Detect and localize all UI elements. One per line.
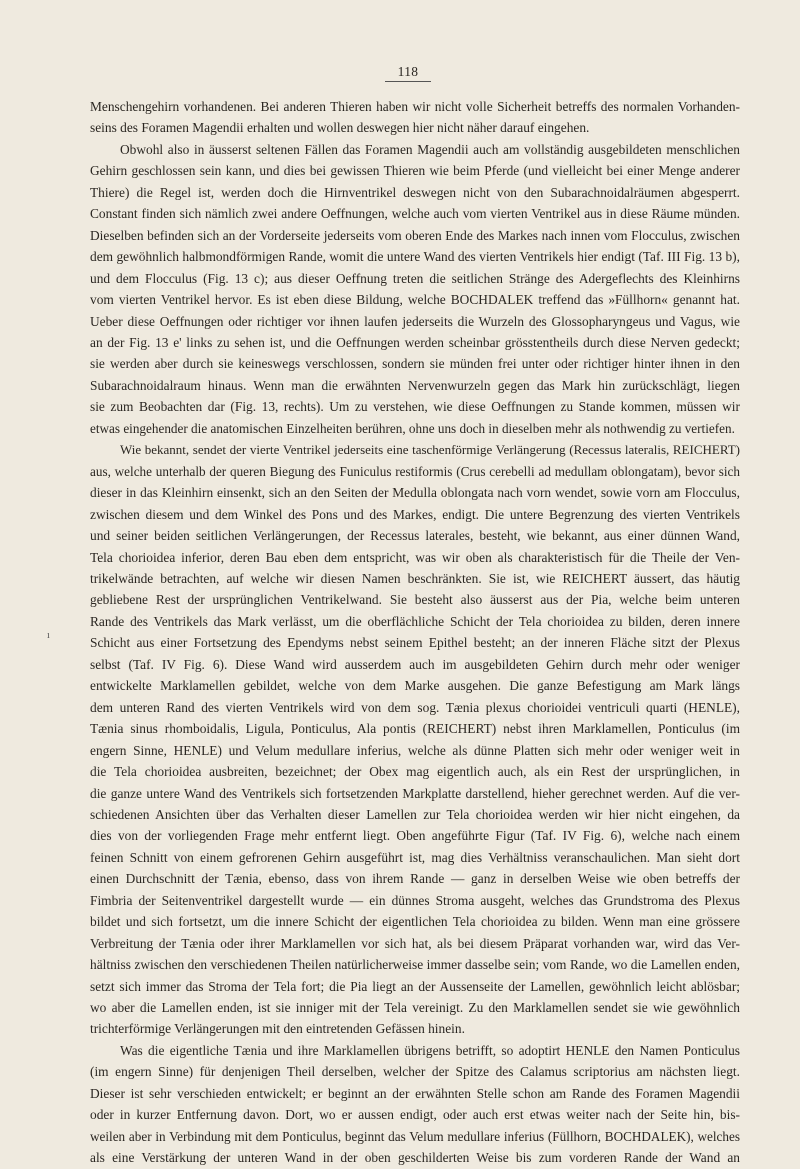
text-line: schiedenen Ansichten über das Verhalten dieser Lamellen zur Tela chorioidea werden wir hier nicht eingehen, da xyxy=(90,806,740,822)
text-line: engern Sinne, HENLE) und Velum medullare inferius, welche als dünne Platten sich mehr oder weniger weit in xyxy=(90,742,740,758)
text-line: wo aber die Lamellen enden, ist sie inniger mit der Tela vereinigt. Zu den Marklamellen sendet sie wie gewöhnlich xyxy=(90,1000,740,1016)
text-line: dem gewöhnlich halbmondförmigen Rande, womit die untere Wand des vierten Ventrikels hier endigt (Taf. III Fig. 13 b), xyxy=(90,249,740,265)
text-line: an der Fig. 13 e' links zu sehen ist, und die Oeffnungen werden scheinbar grösstentheils durch diese Nerven gedeckt; xyxy=(90,334,740,350)
text-line: Dieser ist sehr verschieden entwickelt; er beginnt an der erwähnten Stelle schon am Rande des Foramen Magendii xyxy=(90,1085,740,1101)
text-line: vom vierten Ventrikel hervor. Es ist eben diese Bildung, welche BOCHDALEK treffend das »Füllhorn« genannt hat. xyxy=(90,292,740,308)
text-line: entwickelte Marklamellen gebildet, welche von dem Marke ausgehen. Die ganze Befestigung am Mark längs xyxy=(90,678,740,694)
text-line: Subarachnoidalraum hinaus. Wenn man die erwähnten Nervenwurzeln gegen das Mark hin zurückschlägt, liegen xyxy=(90,377,740,393)
text-line: zwischen diesem und dem Winkel des Pons und des Markes, endigt. Die untere Begrenzung des vierten Ventrikels xyxy=(90,506,740,522)
text-line: sie werden aber durch sie keineswegs verschlossen, sondern sie münden frei unter oder richtiger hinter ihnen in den xyxy=(90,356,740,372)
text-line: dem unteren Rand des vierten Ventrikels wird von dem sog. Tænia plexus chorioidei ventriculi quarti (HENLE), xyxy=(90,699,740,715)
text-line: und dem Flocculus (Fig. 13 c); aus dieser Oeffnung treten die seitlichen Stränge des Adergeflechts des Kleinhirns xyxy=(90,270,740,286)
page-number: 118 xyxy=(385,64,431,82)
text-line: und seiner beiden seitlichen Verlängerungen, der Recessus laterales, besteht, wie bekannt, aus einer dünnen Wand, xyxy=(90,528,740,544)
text-line: trichterförmige Verlängerungen mit den eintretenden Gefässen hinein. xyxy=(90,1021,465,1037)
text-line: setzt sich immer das Stroma der Tela fort; die Pia liegt an der Aussenseite der Lamellen, gewöhnlich leicht ablösbar; xyxy=(90,978,740,994)
text-line: Tela chorioidea inferior, deren Bau eben dem entspricht, was wir oben als charakteristisch für die Theile der Ven- xyxy=(90,549,740,565)
text-line: die ganze untere Wand des Ventrikels sich fortsetzenden Markplatte darstellend, hieher gerechnet werden. Auf die ver- xyxy=(90,785,740,801)
text-line: Ueber diese Oeffnungen oder richtiger vor ihnen laufen jederseits die Wurzeln des Glossopharyngeus und Vagus, wie xyxy=(90,313,740,329)
text-line: weilen aber in Verbindung mit dem Ponticulus, beginnt das Velum medullare inferius (Füllhorn, BOCHDALEK), welches xyxy=(90,1128,740,1144)
text-line: die Tela chorioidea ausbreiten, bezeichnet; der Obex mag eigentlich auch, als ein Rest der ursprünglichen, in xyxy=(90,764,740,780)
text-line: Wie bekannt, sendet der vierte Ventrikel jederseits eine taschenförmige Verlängerung (Recessus lateralis, REICHERT) xyxy=(120,442,740,458)
text-line: Thiere) die Regel ist, werden doch die Hirnventrikel deswegen nicht von den Subarachnoidalräumen abgesperrt. xyxy=(90,184,740,200)
text-line: einen Durchschnitt der Tænia, ebenso, dass von ihrem Rande — ganz in derselben Weise wie oben betreffs der xyxy=(90,871,740,887)
text-line: (im engern Sinne) für denjenigen Theil derselben, welcher der Spitze des Calamus scriptorius am nächsten liegt. xyxy=(90,1064,740,1080)
text-line: seins des Foramen Magendii erhalten und wollen deswegen hier nicht näher darauf eingehen. xyxy=(90,120,590,136)
text-line: etwas eingehender die anatomischen Einzelheiten berühren, ohne uns doch in dieselben mehr als nothwendig zu vertiefen. xyxy=(90,420,735,436)
text-line: Dieselben befinden sich an der Vorderseite jederseits vom oberen Ende des Markes nach innen vom Flocculus, zwischen xyxy=(90,227,740,243)
text-line: Gehirn geschlossen sein kann, und dies bei gewissen Thieren wie beim Pferde (und vielleicht bei einer Menge anderer xyxy=(90,163,740,179)
margin-mark: ı xyxy=(47,630,50,641)
text-line: Tænia sinus rhomboidalis, Ligula, Ponticulus, Ala pontis (REICHERT) nebst ihren Marklamellen, Ponticulus (im xyxy=(90,721,740,737)
text-line: oder in kurzer Entfernung davon. Dort, wo er aussen endigt, oder auch erst etwas weiter nach der Seite hin, bis- xyxy=(90,1107,740,1123)
text-line: sie zum Beobachten dar (Fig. 13, rechts). Um zu verstehen, wie diese Oeffnungen zu Stande kommen, müssen wir xyxy=(90,399,740,415)
text-line: Was die eigentliche Tænia und ihre Marklamellen übrigens betrifft, so adoptirt HENLE den Namen Ponticulus xyxy=(120,1042,740,1058)
text-line: aus, welche unterhalb der queren Biegung des Funiculus restiformis (Crus cerebelli ad medullam oblongatam), bevor sich xyxy=(90,463,740,479)
text-line: Verbreitung der Tænia oder ihrer Marklamellen vor sich hat, als bei diesem Präparat vorhanden war, wird das Ver- xyxy=(90,935,740,951)
text-line: Rande des Ventrikels das Mark verlässt, um die oberflächliche Schicht der Tela chorioidea zu bilden, deren innere xyxy=(90,613,740,629)
text-line: Fimbria der Seitenventrikel dargestellt wurde — ein dünnes Stroma ausgeht, welches das Grundstroma des Plexus xyxy=(90,892,740,908)
text-line: hältniss zwischen den verschiedenen Theilen natürlicherweise immer dasselbe sein; vom Rande, wo die Lamellen enden, xyxy=(90,957,740,973)
text-line: trikelwände betrachten, auf welche wir diesen Namen beschränkten. Sie ist, wie REICHERT äussert, das häutig xyxy=(90,570,740,586)
text-line: dies von der vorliegenden Frage mehr entfernt liegt. Oben angeführte Figur (Taf. IV Fig. 6), welche nach einem xyxy=(90,828,740,844)
text-line: gebliebene Rest der ursprünglichen Ventrikelwand. Sie besteht also äusserst aus der Pia, welche beim unteren xyxy=(90,592,740,608)
text-line: bildet und sich fortsetzt, um die innere Schicht der eigentlichen Tela chorioidea zu bilden. Wenn man eine grössere xyxy=(90,914,740,930)
text-line: als eine Verstärkung der unteren Wand in der oben geschilderten Weise bis zum vorderen Rande der Wand an xyxy=(90,1150,740,1166)
text-line: Menschengehirn vorhandenen. Bei anderen Thieren haben wir nicht volle Sicherheit betreffs des normalen Vorhanden- xyxy=(90,99,740,114)
text-line: Schicht aus einer Fortsetzung des Ependyms nebst seinem Epithel besteht; an der inneren Fläche sitzt der Plexus xyxy=(90,635,740,651)
body-text xyxy=(90,96,740,1169)
text-line: dieser in das Kleinhirn einsenkt, sich an den Seiten der Medulla oblongata nach vorn wendet, sowie vorn am Flocculus, xyxy=(90,485,740,501)
text-line: Obwohl also in äusserst seltenen Fällen das Foramen Magendii auch am vollständig ausgebildeten menschlichen xyxy=(120,141,740,157)
text-line: selbst (Taf. IV Fig. 6). Diese Wand wird ausserdem auch im ausgebildeten Gehirn durch mehr oder weniger xyxy=(90,656,740,672)
text-line: Constant finden sich nämlich zwei andere Oeffnungen, welche auch vom vierten Ventrikel aus in diese Räume münden. xyxy=(90,206,740,222)
text-line: feinen Schnitt von einem gefrorenen Gehirn ausgeführt ist, mag dies Verhältniss veranschaulichen. Man sieht dort xyxy=(90,849,740,865)
